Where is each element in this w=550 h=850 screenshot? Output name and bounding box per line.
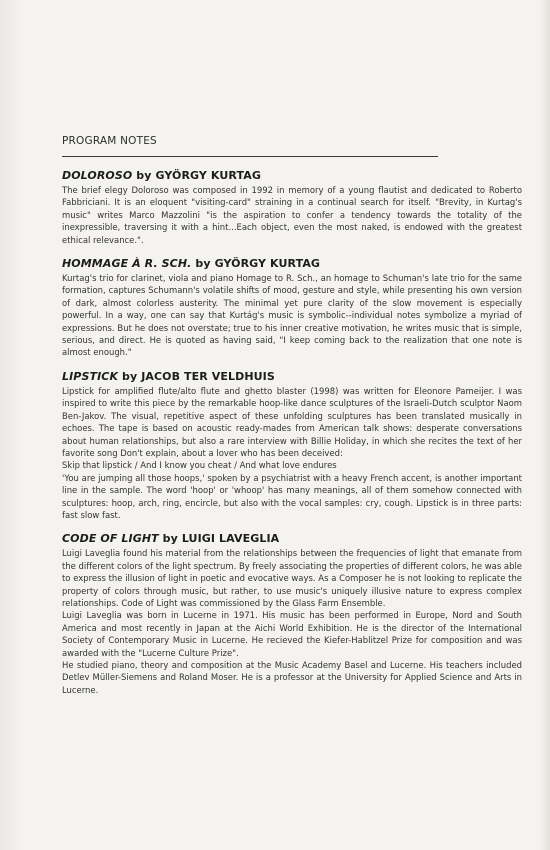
composer-name: GYÖRGY KURTAG bbox=[155, 169, 261, 182]
section-heading bbox=[62, 370, 522, 383]
section-code-of-light bbox=[62, 532, 522, 696]
composer-name: GYÖRGY KURTAG bbox=[214, 257, 321, 271]
section-paragraph: Kurtag's trio for clarinet, viola and piano Homage to R. Sch., an homage to Schuman's late trio for the same formation, captures Schumann's volatile shifts of mood, gesture and style, while presenting his own version of dark, almost colorless austerity. The minimal yet pure clarity of the slow movement is especially powerful. In a way, one can say that Kurtág's music is symbolic--individual notes symbolize a myriad of expressions. But he does not overstate; true to his inner creative motivation, he writes music that is simple, serious, and direct. He is quoted as having said, "I keep coming back to the realization that one note is almost enough." bbox=[62, 273, 522, 358]
section-heading bbox=[62, 257, 522, 270]
work-title: LIPSTICK bbox=[62, 369, 119, 383]
work-title: DOLOROSO bbox=[62, 169, 133, 182]
by-label: by bbox=[118, 369, 142, 383]
title-divider bbox=[62, 156, 438, 157]
by-label: by bbox=[132, 169, 156, 182]
section-paragraph: Lipstick for amplified flute/alto flute and ghetto blaster (1998) was written for Eleonore Pameijer. I was inspired to write this piece by the remarkable hoop-like dance sculptures of the Israeli-Dutch sculptor Naom Ben-Jakov. The visual, repetitive aspect of these unfolding sculptures has been translated musically in echoes. The tape is based on acoustic ready-mades from American talk shows: desperate conversations about human relationships, but also a rare interview with Billie Holiday, in which she recites the text of her favorite song Don't explain, about a lover who has been deceived: bbox=[62, 385, 522, 458]
section-heading bbox=[62, 169, 522, 182]
section-doloroso bbox=[62, 169, 522, 246]
program-notes-content bbox=[62, 135, 522, 707]
work-title: CODE OF LIGHT bbox=[62, 532, 159, 546]
composer-name: JACOB TER VELDHUIS bbox=[141, 369, 275, 383]
page-title: PROGRAM NOTES bbox=[62, 135, 157, 147]
section-paragraph: He studied piano, theory and composition at the Music Academy Basel and Lucerne. His teachers included Detlev Müller-Siemens and Roland Moser. He is a professor at the University for Applied Science and Arts in Lucerne. bbox=[62, 660, 522, 695]
section-paragraph: Luigi Laveglia was born in Lucerne in 1971. His music has been performed in Europe, Nord and South America and most recently in Japan at the Aichi World Exhibition. He is the director of the International Society of Contemporary Music in Lucerne. He recieved the Kiefer-Hablitzel Prize for composition and was awarded with the "Lucerne Culture Prize". bbox=[62, 610, 522, 658]
section-paragraph: Luigi Laveglia found his material from the relationships between the frequencies of light that emanate from the different colors of the light spectrum. By freely associating the properties of different colors, he was able to express the illusion of light in poetic and evocative ways. As a Composer he is not looking to replicate the property of colors through music, but rather, to use music's uniquely illusive nature to express complex relationships. Code of Light was commissioned by the Glass Farm Ensemble. bbox=[62, 548, 522, 608]
section-heading bbox=[62, 532, 522, 545]
composer-name: LUIGI LAVEGLIA bbox=[181, 532, 280, 546]
section-hommage bbox=[62, 257, 522, 359]
work-title: HOMMAGE À R. SCH. bbox=[62, 257, 192, 271]
section-paragraph: The brief elegy Doloroso was composed in 1992 in memory of a young flautist and dedicated to Roberto Fabbriciani. It is an eloquent "visiting-card" straining in a continual search for itself. "Brevity, in Kurtag's music" writes Marco Mazzolini "is the aspiration to confer a tendency towards the totality of the inexpressible, traversing it with a hint...Each object, even the most naked, is endowed with the greatest ethical relevance.". bbox=[62, 185, 522, 245]
by-label: by bbox=[158, 532, 182, 546]
lyric-line: Skip that lipstick / And I know you cheat / And what love endures bbox=[62, 460, 337, 471]
section-lipstick bbox=[62, 370, 522, 521]
by-label: by bbox=[191, 257, 215, 271]
section-paragraph: 'You are jumping all those hoops,' spoken by a psychiatrist with a heavy French accent, is another important line in the sample. The word 'hoop' or 'whoop' has many meanings, all of them somehow connected with sculptures: hoop, arch, ring, encircle, but also with the vocal samples: cry, cough. Lipstick is in three parts: fast slow fast. bbox=[62, 472, 522, 520]
